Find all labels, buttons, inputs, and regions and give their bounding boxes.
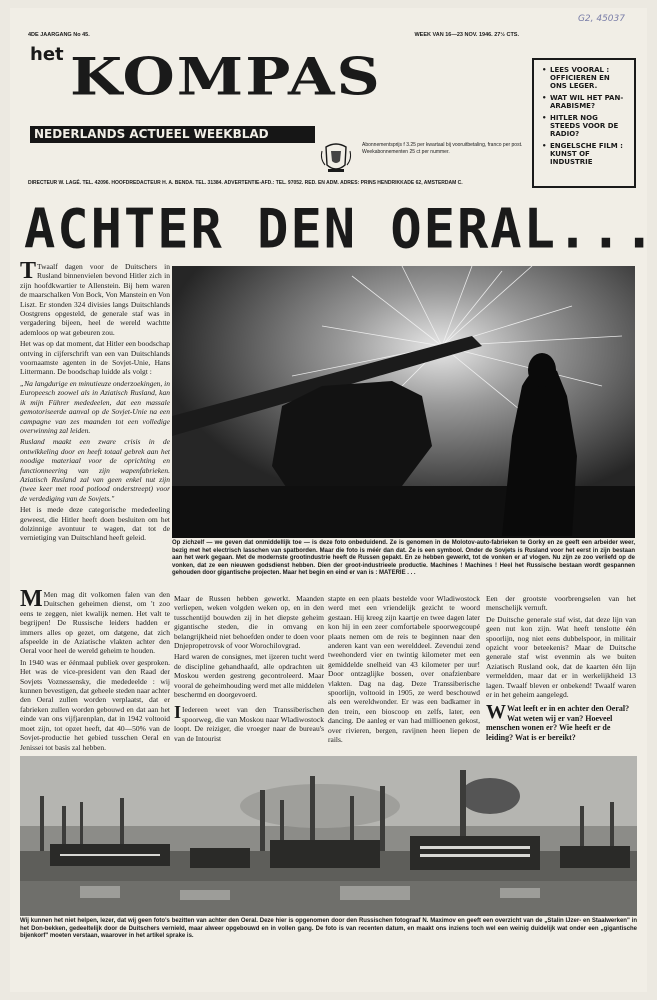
article-paragraph: Het was op dat moment, dat Hitler een boodschap ontving in cijferschrift van een van Duitschlands voornaamste agenten in de Sovjet-Unie, Hans Littermann. De boodschap luidde als volgt : (20, 339, 170, 377)
bullet-icon: • (542, 94, 547, 102)
toc-item: • WAT WIL HET PAN-ARABISME? (542, 94, 624, 110)
archive-stamp: G2, 45037 (577, 14, 625, 24)
article-paragraph: Maar de Russen hebben gewerkt. Maanden verliepen, weken volgden weken op, en in den tusschentijd bouwden zij in het diepste geheim gigantische steden, die in omvang en belangrijkheid niet behoefden onder te doen voor Dnjepropetrovsk of voor Worochilovgrad. (174, 594, 324, 651)
article-paragraph: Een der grootste voorbrengselen van het menschelijk vernuft. (486, 594, 636, 613)
headline: ACHTER DEN OERAL... (24, 198, 657, 261)
drop-cap: I (174, 702, 182, 723)
welder-photo (172, 266, 635, 538)
issue-line (28, 32, 629, 38)
quote-paragraph: „Na langdurige en minutieuze onderzoekingen, in Europeesch zoowel als in Aziatisch Rusland, kan ik mijn Führer mededeelen, dat een massale gemotoriseerde aanval op de Sovjet-Unie na een campagne van zes maanden tot een volledige overwinning zal leiden. (20, 378, 170, 435)
bullet-icon: • (542, 142, 547, 150)
article-paragraph: I Iedereen weet van den Transsiberischen spoorweg, die van Moskou naar Wladiwostock loopt. De reiziger, die vroeger naar de bureau's van de Intourist (174, 702, 324, 743)
article-column-3: stapte en een plaats bestelde voor Wladiwostock werd met een vriendelijk gezicht te woord gestaan. Hij kreeg zijn kaartje en twee dagen later kon hij in een zeer comfortabele spoorwegcoupé plaats nemen om de reis te beginnen naar den anderen kant van een werelddeel. Zevendui zend tweehonderd vier en twintig kilometer met een gemiddelde snelheid van 43 kilometer per uur! Door ontzaglijke bossen, over onafzienbare vlakten. Dag na dag. Deze Transsiberische spoorlijn, voltooid in 1905, ze werd beschouwd als een wereldwonder. Er was een badkamer in den trein, een bioscoop en zelfs, later, een dancing. De aanleg er van had millioenen gekost, over rivieren, bergen, ravijnen heen liepen de rails. (328, 594, 480, 745)
newspaper-page (10, 8, 657, 992)
article-column-1 (20, 258, 170, 562)
directors-line: DIRECTEUR W. LAGÉ. TEL. 42096. HOOFDREDACTEUR H. A. BENDA. TEL. 31384. ADVERTENTIE-AFD.: TEL. 97052. RED. EN ADM. ADRES: PRINS HENDRIKKADE 62, AMSTERDAM C. (28, 180, 463, 186)
closing-questions: W Wat leeft er in en achter den Oeral? Wat weten wij er van? Hoeveel menschen wonen er? Wie heeft er de leiding? Wat is er bereikt? (486, 701, 630, 742)
bullet-icon: • (542, 114, 547, 122)
photo-caption: Wij kunnen het niet helpen, lezer, dat wij geen foto's bezitten van achter den Oeral. Deze hier is opgenomen door den Russischen fotograaf N. Maximov en geeft een overzicht van de „Stalin IJzer- en Staalwerken" in het Don-bekken, gedeeltelijk door de Duitschers vernield, maar alweer opgebouwd en in vollen gang. De foto is van recenten datum, en maakt ons inziens toch wel een weinig duidelijk wat onder een „gigantische bijenkorf" moeten verstaan, waarover in het artikel sprake is. (20, 918, 637, 939)
drop-cap: M (20, 586, 43, 612)
article-paragraph: Het is mede deze categorische mededeeling geweest, die Hitler heeft doen besluiten om het dolzinnige avontuur te wagen, dat tot de vernietiging van Duitschland heeft geleid. (20, 505, 170, 543)
article-paragraph: Hard waren de consignes, met ijzeren tucht werd de discipline gehandhaafd, alle opdrachten uit Moskou werden gestreng gecontroleerd. Maar vooral de geheimhouding werd met alle middelen beschermd en doorgevoerd. (174, 652, 324, 700)
toc-item: • LEES VOORAL : OFFICIEREN EN ONS LEGER. (542, 66, 610, 90)
drop-cap: T (20, 258, 37, 284)
table-of-contents (532, 58, 636, 188)
masthead-subtitle: NEDERLANDS ACTUEEL WEEKBLAD (30, 126, 315, 143)
photo-caption: Op zichzelf — we geven dat onmiddellijk toe — is deze foto onbeduidend. Ze is genomen in de Molotov-auto-fabrieken te Gorky en ze geeft een arbeider weer, bezig met het electrisch lasschen van spatborden. Maar die foto is méér dan dat. Ze is een symbool. Onder de Sovjets is Rusland voor het eerst in zijn bestaan aan het werk gegaan. Met de modernste grootindustrie heeft de Russen gepakt. En ze hebben gewerkt, tot de vonken er af vlogen. Nu zijn ze zoo verliefd op de vonken, dat ze een nieuwen godsdienst hebben. Dien der groot-industrieele productie. Machines ! Machines ! Heel het Russische bestaan wordt gespannen gehouden door gigantische projecten. Maar het begin en eind er van is : MATERIE . . . (172, 540, 635, 576)
masthead-title: KOMPAS (70, 47, 382, 108)
article-paragraph: T Twaalf dagen voor de Duitschers in Rusland binnenvielen bevond Hitler zich in zijn hoofdkwartier te Allenstein. Bij hem waren de maarschalken Von Bock, Von Manstein en Von Liszt. Er stonden 324 divisies langs Duitschlands Oostgrens opgesteld, de generale staf was in vergadering bijeen, heel de wereld wachtte ademloos op wat gebeuren zou. (20, 258, 170, 337)
toc-item: • ENGELSCHE FILM : KUNST OF INDUSTRIE (542, 142, 623, 166)
article-paragraph: M Men mag dit volkomen falen van den Duitschen geheimen dienst, om 't zoo eens te zeggen, niet kwalijk nemen. Het valt te begrijpen! De Russische leiders hadden er immers alles op gezet, om datgene, dat zich afspeelde in de Aziatische vlakten achter den Oeral voor heel de wereld geheim te houden. (20, 586, 170, 656)
drop-cap: W (486, 701, 506, 723)
bullet-icon: • (542, 66, 547, 74)
subscription-info: Abonnementsprijs f 3.25 per kwartaal bij vooruitbetaling, franco per post. Weekabonnementen 25 ct per nummer. (362, 142, 523, 155)
coat-of-arms-icon (318, 141, 354, 175)
article-column-4 (486, 594, 636, 700)
issue-number: 4DE JAARGANG No 45. (28, 32, 90, 38)
toc-item: • HITLER NOG STEEDS VOOR DE RADIO? (542, 114, 619, 138)
quote-paragraph: Rusland maakt een zware crisis in de ontwikkeling door en heeft totaal gebrek aan het noodige materiaal voor de oprichting en functionneering van zijn wapenfabrieken. Aziatisch Rusland zal van geen enkel nut zijn (twee keer met rood potlood onderstreept) voor de verdediging van de Sovjets." (20, 437, 170, 503)
week-and-price: WEEK VAN 16—23 NOV. 1946. 27½ CTS. (414, 32, 519, 38)
article-paragraph: In 1940 was er éénmaal publiek over gesproken. Het was de vice-president van den Raad der Sovjets Voznessensky, die mededeelde : wij kunnen bevestigen, dat geheele steden naar achter den Oeral zullen worden verplaatst, dat er fabrieken zullen worden gebouwd en dat aan het einde van ons vijfjarenplan, dat in 1942 voltooid moet zijn, tot opzet heeft, dat 40—50% van de Sovjet-productie het gebied tusschen Oeral en Jenissei tot basis zal hebben. (20, 657, 170, 752)
steelworks-photo (20, 756, 637, 916)
article-paragraph: De Duitsche generale staf wist, dat deze lijn van geen nut kon zijn. Wat heeft tenslotte één spoorlijn, nog niet eens dubbelspoor, in militair opzicht voor beteekenis? Maar de Duitsche generale staf wist evenmin als we buiten Aziatisch Rusland ook, dat de kaarten één lijn vermeldden, maar dat er in werkelijkheid 13 lagen. Twaalf bleven er onbekend! Twaalf waren er in het geheim aangelegd. (486, 614, 636, 700)
masthead-prefix: het (30, 44, 64, 65)
